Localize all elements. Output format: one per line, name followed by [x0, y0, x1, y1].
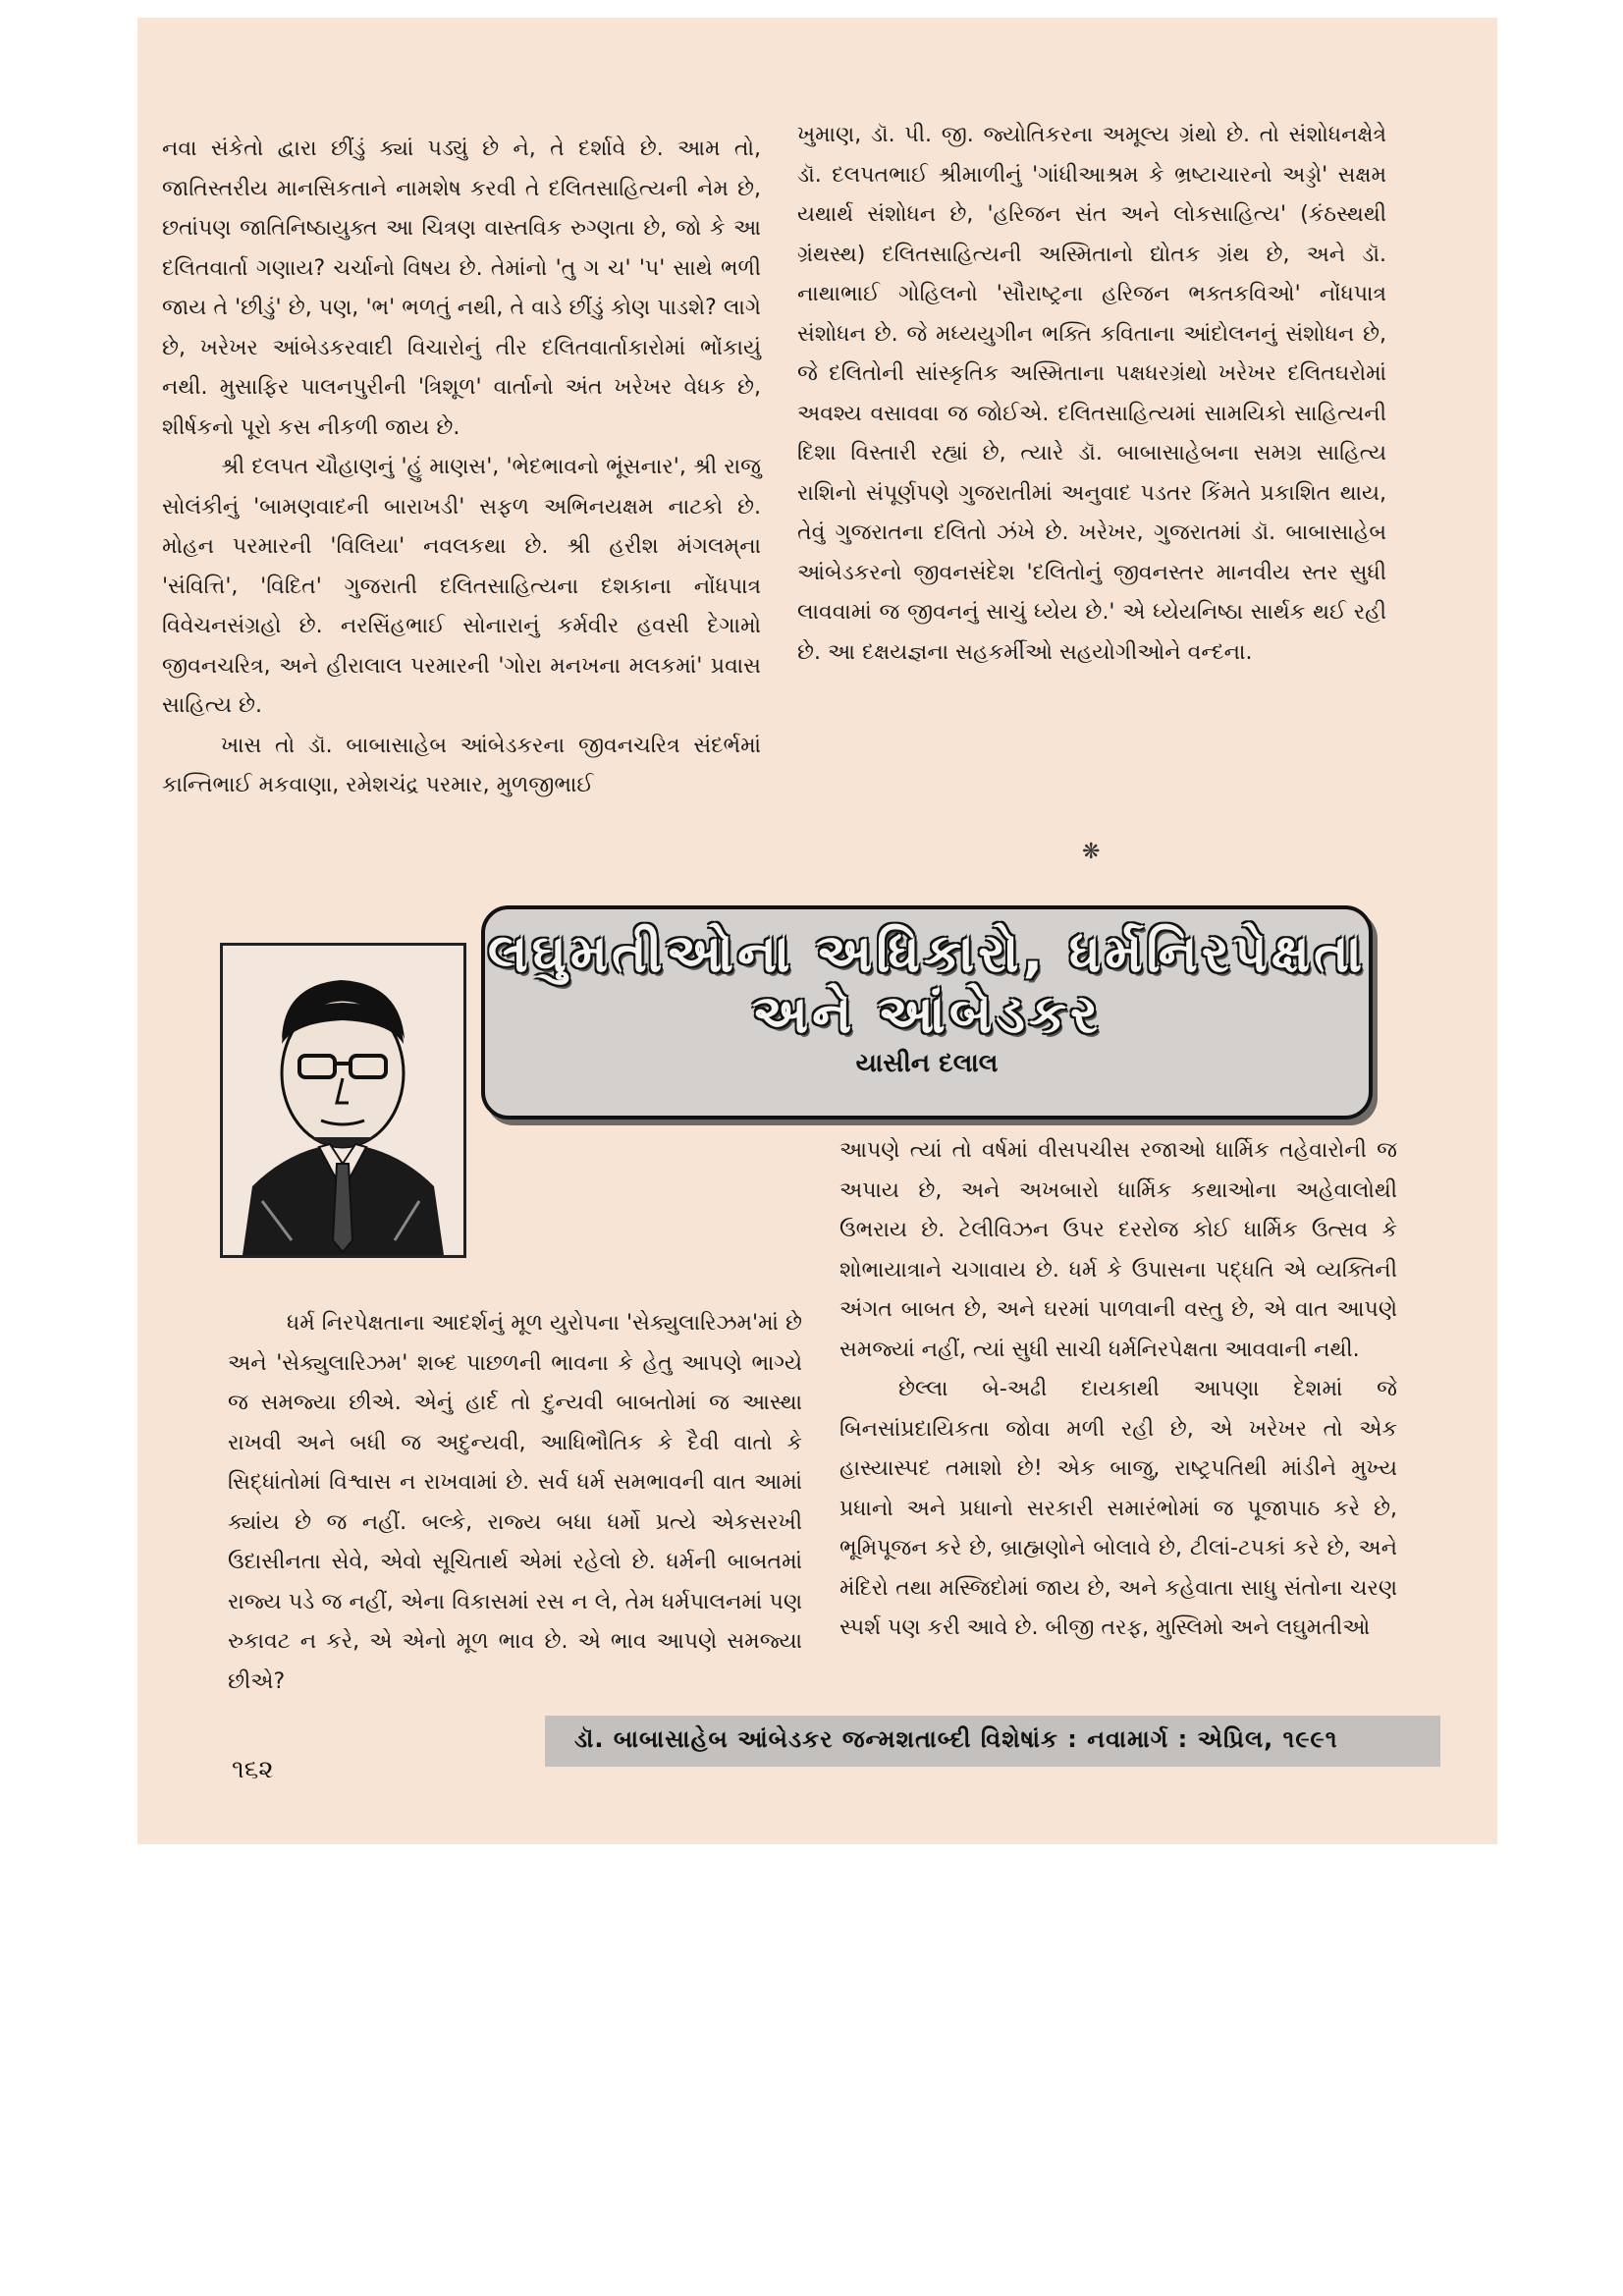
paragraph: ખુમાણ, ડૉ. પી. જી. જ્યોતિકરના અમૂલ્ય ગ્રંથો છે. તો સંશોધનક્ષેત્રે ડૉ. દલપતભાઈ શ્રીમાળીનું 'ગાંધીઆશ્રમ કે ભ્રષ્ટાચારનો અડ્ડો' સક્ષમ યથાર્થ સંશોધન છે, 'હરિજન સંત અને લોકસાહિત્ય' (કંઠસ્થથી ગ્રંથસ્થ) દલિતસાહિત્યની અસ્મિતાનો દ્યોતક ગ્રંથ છે, અને ડૉ. નાથાભાઈ ગોહિલનો 'સૌરાષ્ટ્રના હરિજન ભક્તકવિઓ' નોંધપાત્ર સંશોધન છે. જે મધ્યયુગીન ભક્તિ કવિતાના આંદોલનનું સંશોધન છે, જે દલિતોની સાંસ્કૃતિક અસ્મિતાના પક્ષધરગ્રંથો ખરેખર દલિતઘરોમાં અવશ્ય વસાવવા જ જોઈએ. દલિતસાહિત્યમાં સામયિકો સાહિત્યની દિશા વિસ્તારી રહ્યાં છે, ત્યારે ડૉ. બાબાસાહેબના સમગ્ર સાહિત્ય રાશિનો સંપૂર્ણપણે ગુજરાતીમાં અનુવાદ પડતર કિંમતે પ્રકાશિત થાય, તેવું ગુજરાતના દલિતો ઝંખે છે. ખરેખર, ગુજરાતમાં ડૉ. બાબાસાહેબ આંબેડકરનો જીવનસંદેશ 'દલિતોનું જીવનસ્તર માનવીય સ્તર સુધી લાવવામાં જ જીવનનું સાચું ધ્યેય છે.' એ ધ્યેયનિષ્ઠા સાર્થક થઈ રહી છે. આ દક્ષયજ્ઞના સહકર્મીઓ સહયોગીઓને વન્દના.: [797, 123, 1386, 665]
left-column-bottom: [228, 1304, 802, 1702]
paragraph: ખાસ તો ડૉ. બાબાસાહેબ આંબેડકરના જીવનચરિત્ર સંદર્ભમાં કાન્તિભાઈ મકવાણા, રમેશચંદ્ર પરમાર, મુળજીભાઈ: [162, 733, 761, 797]
paragraph: નવા સંકેતો દ્વારા છીંડું ક્યાં પડ્યું છે ને, તે દર્શાવે છે. આમ તો, જાતિસ્તરીય માનસિકતાને નામશેષ કરવી તે દલિતસાહિત્યની નેમ છે, છતાંપણ જાતિનિષ્ઠાયુક્ત આ ચિત્રણ વાસ્તવિક રુગ્ણતા છે, જો કે આ દલિતવાર્તા ગણાય? ચર્ચાનો વિષય છે. તેમાંનો 'તુ ગ ચ' 'પ' સાથે ભળી જાય તે 'છીડું' છે, પણ, 'ભ' ભળતું નથી, તે વાડે છીંડું કોણ પાડશે? લાગે છે, ખરેખર આંબેડકરવાદી વિચારોનું તીર દલિતવાર્તાકારોમાં ભોંકાયું નથી. મુસાફિર પાલનપુરીની 'ત્રિશૂળ' વાર્તાનો અંત ખરેખર વેધક છે, શીર્ષકનો પૂરો કસ નીકળી જાય છે.: [162, 137, 761, 440]
paragraph: છેલ્લા બે-અઢી દાયકાથી આપણા દેશમાં જે બિનસાંપ્રદાયિકતા જોવા મળી રહી છે, એ ખરેખર તો એક હાસ્યાસ્પદ તમાશો છે! એક બાજુ, રાષ્ટ્રપતિથી માંડીને મુખ્ય પ્રધાનો અને પ્રધાનો સરકારી સમારંભોમાં જ પૂજાપાઠ કરે છે, ભૂમિપૂજન કરે છે, બ્રાહ્મણોને બોલાવે છે, ટીલાં-ટપકાં કરે છે, અને મંદિરો તથા મસ્જિદોમાં જાય છે, અને કહેવાતા સાધુ સંતોના ચરણ સ્પર્શ પણ કરી આવે છે. બીજી તરફ, મુસ્લિમો અને લઘુમતીઓ: [839, 1377, 1397, 1640]
ornament-icon: ❋: [1082, 840, 1101, 864]
paragraph: શ્રી દલપત ચૌહાણનું 'હું માણસ', 'ભેદભાવનો ભૂંસનાર', શ્રી રાજુ સોલંકીનું 'બામણવાદની બારાખડી' સફળ અભિનયક્ષમ નાટકો છે. મોહન પરમારની 'વિલિયા' નવલકથા છે. શ્રી હરીશ મંગલમ્‌ના 'સંવિત્તિ', 'વિદિત' ગુજરાતી દલિતસાહિત્યના દશકાના નોંધપાત્ર વિવેચનસંગ્રહો છે. નરસિંહભાઈ સોનારાનું કર્મવીર હવસી દેગામો જીવનચરિત્ર, અને હીરાલાલ પરમારની 'ગોરા મનખના મલકમાં' પ્રવાસ સાહિત્ય છે.: [162, 455, 761, 718]
article-title-line-2: અને આંબેડકર: [752, 983, 1102, 1045]
article-title-line-1: લઘુમતીઓના અધિકારો, ધર્મનિરપેક્ષતા: [487, 922, 1367, 984]
author-portrait: [220, 943, 466, 1258]
portrait-sketch: [223, 946, 463, 1255]
right-column-top: [797, 116, 1386, 673]
page-number: ૧૬૨: [232, 1755, 274, 1784]
author-name: યાસીન દલાલ: [855, 1049, 999, 1078]
right-column-bottom: [839, 1131, 1397, 1649]
left-column-top: [162, 130, 761, 806]
article-title-box: [481, 905, 1373, 1120]
paragraph: ધર્મ નિરપેક્ષતાના આદર્શનું મૂળ યુરોપના 'સેક્યુલારિઝમ'માં છે અને 'સેક્યુલારિઝમ' શબ્દ પાછળની ભાવના કે હેતુ આપણે ભાગ્યે જ સમજ્યા છીએ. એનું હાર્દ તો દુન્યવી બાબતોમાં જ આસ્થા રાખવી અને બધી જ અદુન્યવી, આધિભૌતિક કે દૈવી વાતો કે સિદ્ધાંતોમાં વિશ્વાસ ન રાખવામાં છે. સર્વ ધર્મ સમભાવની વાત આમાં ક્યાંય છે જ નહીં. બલ્કે, રાજ્ય બધા ધર્મો પ્રત્યે એકસરખી ઉદાસીનતા સેવે, એવો સૂચિતાર્થ એમાં રહેલો છે. ધર્મની બાબતમાં રાજ્ય પડે જ નહીં, એના વિકાસમાં રસ ન લે, તેમ ધર્મપાલનમાં પણ રુકાવટ ન કરે, એ એનો મૂળ ભાવ છે. એ ભાવ આપણે સમજ્યા છીએ?: [228, 1311, 802, 1694]
paragraph: આપણે ત્યાં તો વર્ષમાં વીસપચીસ રજાઓ ધાર્મિક તહેવારોની જ અપાય છે, અને અખબારો ધાર્મિક કથાઓના અહેવાલોથી ઉભરાય છે. ટેલીવિઝન ઉપર દરરોજ કોઈ ધાર્મિક ઉત્સવ કે શોભાયાત્રાને ચગાવાય છે. ધર્મ કે ઉપાસના પદ્ધતિ એ વ્યક્તિની અંગત બાબત છે, અને ઘરમાં પાળવાની વસ્તુ છે, એ વાત આપણે સમજ્યાં નહીં, ત્યાં સુધી સાચી ધર્મનિરપેક્ષતા આવવાની નથી.: [839, 1138, 1397, 1362]
running-footer: ડૉ. બાબાસાહેબ આંબેડકર જન્મશતાબ્દી વિશેષાંક : નવામાર્ગ : એપ્રિલ, ૧૯૯૧: [574, 1725, 1338, 1753]
